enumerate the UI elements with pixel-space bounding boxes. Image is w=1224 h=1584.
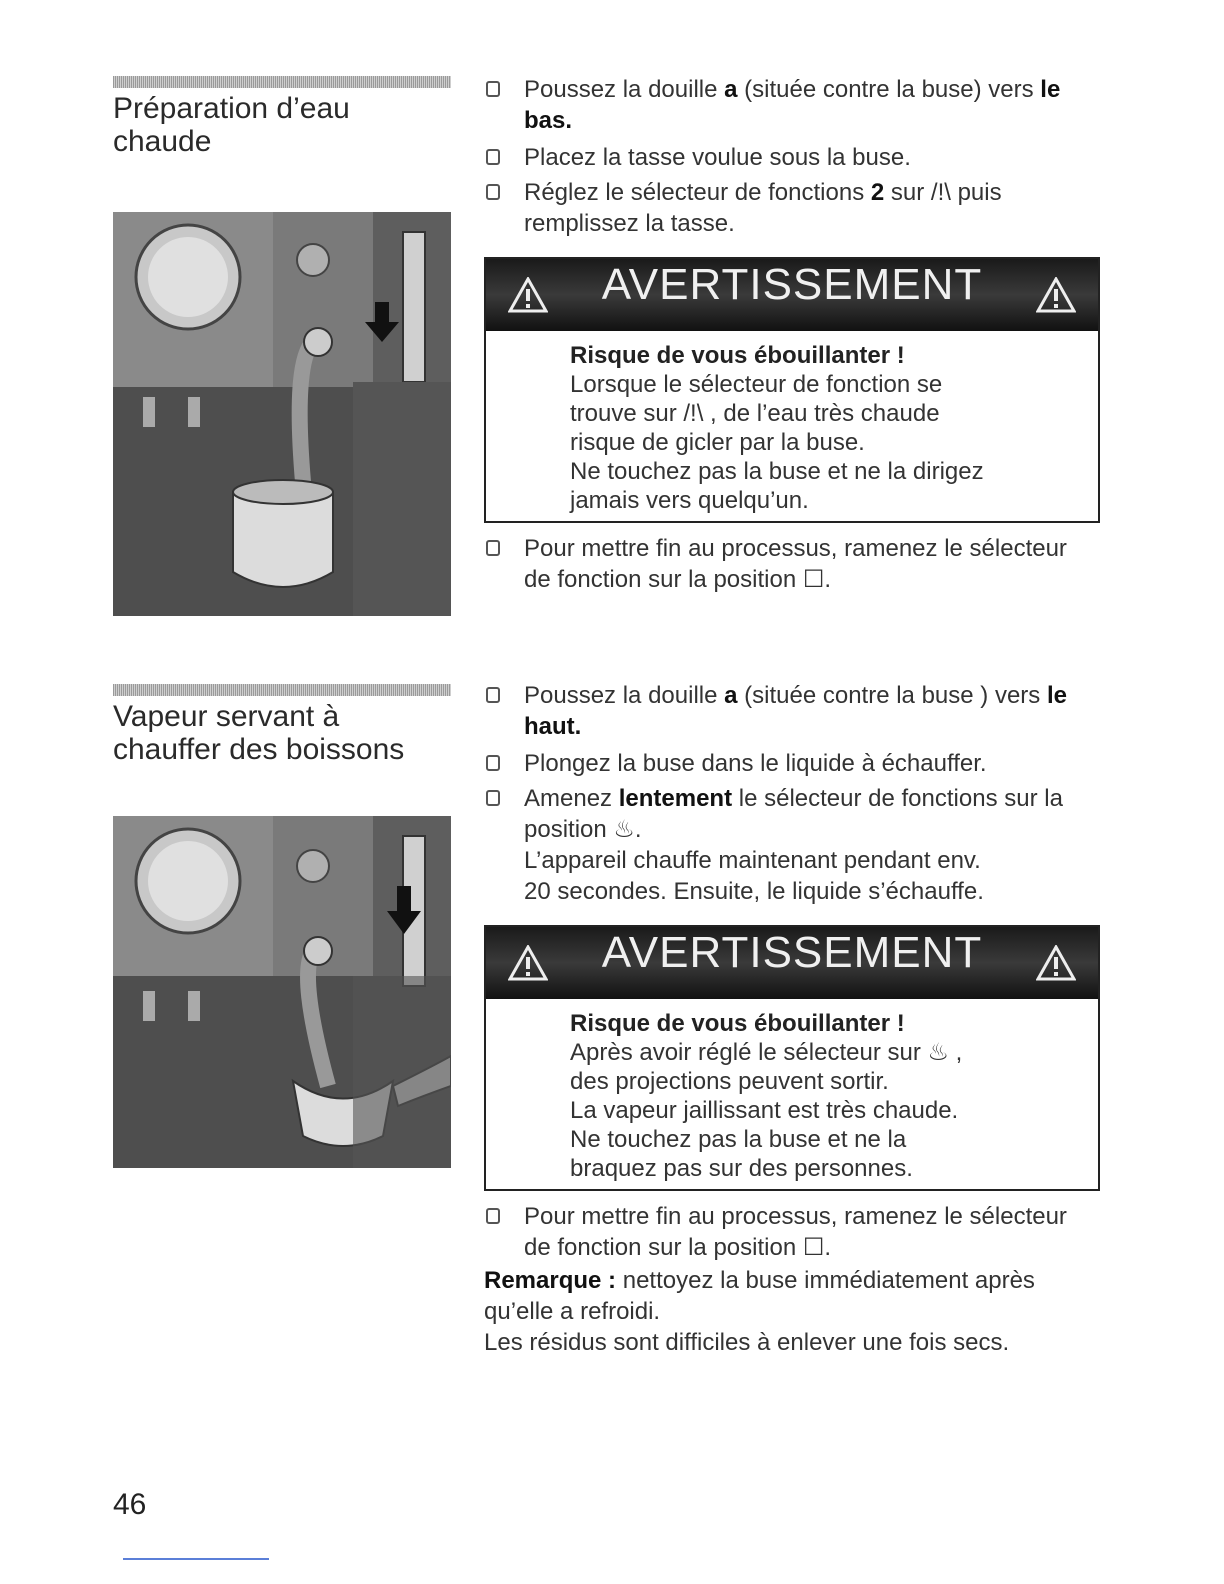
warning-line: Ne touchez pas la buse et ne la dirigez bbox=[570, 458, 984, 485]
section1-content bbox=[484, 74, 1100, 595]
checkbox-bullet-icon bbox=[486, 755, 500, 771]
section2-title-line1: Vapeur servant à bbox=[113, 700, 340, 733]
warning-line: jamais vers quelqu’un. bbox=[570, 487, 809, 514]
warning-subtitle: Risque de vous ébouillanter ! bbox=[570, 342, 905, 369]
warning-title: AVERTISSEMENT bbox=[601, 260, 983, 309]
checkbox-bullet-icon bbox=[486, 184, 500, 200]
step-item: Pour mettre fin au processus, ramenez le sélecteur de fonction sur la position ☐. bbox=[484, 533, 1100, 595]
checkbox-bullet-icon bbox=[486, 1208, 500, 1224]
step-item: Placez la tasse voulue sous la buse. bbox=[484, 142, 1100, 173]
section1-title bbox=[113, 92, 451, 158]
section2-heading-block bbox=[113, 684, 451, 766]
hot-water-illustration bbox=[113, 212, 451, 616]
note-text: nettoyez la buse immédiatement après qu’elle a refroidi. bbox=[484, 1267, 1035, 1325]
warning-header bbox=[486, 927, 1098, 999]
warning-body bbox=[486, 999, 1098, 1189]
note bbox=[484, 1265, 1100, 1327]
step-item: Poussez la douille a (située contre la buse ) vers le haut. bbox=[484, 680, 1100, 742]
warning-box bbox=[484, 925, 1100, 1191]
note-line: Les résidus sont difficiles à enlever une fois secs. bbox=[484, 1329, 1010, 1356]
section2-title-line2: chauffer des boissons bbox=[113, 733, 405, 766]
warning-title: AVERTISSEMENT bbox=[601, 928, 983, 977]
warning-body bbox=[486, 331, 1098, 521]
note-label: Remarque : bbox=[484, 1267, 617, 1294]
warning-line: risque de gicler par la buse. bbox=[570, 429, 865, 456]
checkbox-bullet-icon bbox=[486, 540, 500, 556]
checkbox-bullet-icon bbox=[486, 81, 500, 97]
step-extra-line: 20 secondes. Ensuite, le liquide s’échauffe. bbox=[524, 878, 984, 905]
section2-content bbox=[484, 680, 1100, 1358]
section1-title-line1: Préparation d’eau bbox=[113, 92, 350, 125]
section1-title-line2: chaude bbox=[113, 125, 212, 158]
step-item: Poussez la douille a (située contre la buse) vers le bas. bbox=[484, 74, 1100, 136]
warning-line: braquez pas sur des personnes. bbox=[570, 1155, 913, 1182]
section2-title bbox=[113, 700, 451, 766]
step-item: Pour mettre fin au processus, ramenez le sélecteur de fonction sur la position ☐. bbox=[484, 1201, 1100, 1263]
warning-line: trouve sur /!\ , de l’eau très chaude bbox=[570, 400, 940, 427]
warning-triangle-icon bbox=[1036, 277, 1076, 313]
warning-line: Lorsque le sélecteur de fonction se bbox=[570, 371, 943, 398]
steam-illustration bbox=[113, 816, 451, 1168]
warning-subtitle: Risque de vous ébouillanter ! bbox=[570, 1010, 905, 1037]
warning-box bbox=[484, 257, 1100, 523]
footer-rule bbox=[123, 1558, 269, 1560]
warning-line: Après avoir réglé le sélecteur sur ♨ , bbox=[570, 1039, 963, 1066]
warning-line: La vapeur jaillissant est très chaude. bbox=[570, 1097, 959, 1124]
step-extra-line: L’appareil chauffe maintenant pendant env. bbox=[524, 847, 981, 874]
step-item: Amenez lentement le sélecteur de fonctions sur la position ♨. L’appareil chauffe maintenant pendant env. 20 secondes. Ensuite, le liquide s’échauffe. bbox=[484, 783, 1100, 907]
step-item: Réglez le sélecteur de fonctions 2 sur /!\ puis remplissez la tasse. bbox=[484, 177, 1100, 239]
warning-header bbox=[486, 259, 1098, 331]
section-rule bbox=[113, 684, 451, 696]
step-item: Plongez la buse dans le liquide à échauffer. bbox=[484, 748, 1100, 779]
page-number: 46 bbox=[113, 1488, 147, 1521]
checkbox-bullet-icon bbox=[486, 687, 500, 703]
section-rule bbox=[113, 76, 451, 88]
checkbox-bullet-icon bbox=[486, 149, 500, 165]
checkbox-bullet-icon bbox=[486, 790, 500, 806]
warning-triangle-icon bbox=[1036, 945, 1076, 981]
warning-line: Ne touchez pas la buse et ne la bbox=[570, 1126, 907, 1153]
section1-heading-block bbox=[113, 76, 451, 158]
warning-line: des projections peuvent sortir. bbox=[570, 1068, 889, 1095]
